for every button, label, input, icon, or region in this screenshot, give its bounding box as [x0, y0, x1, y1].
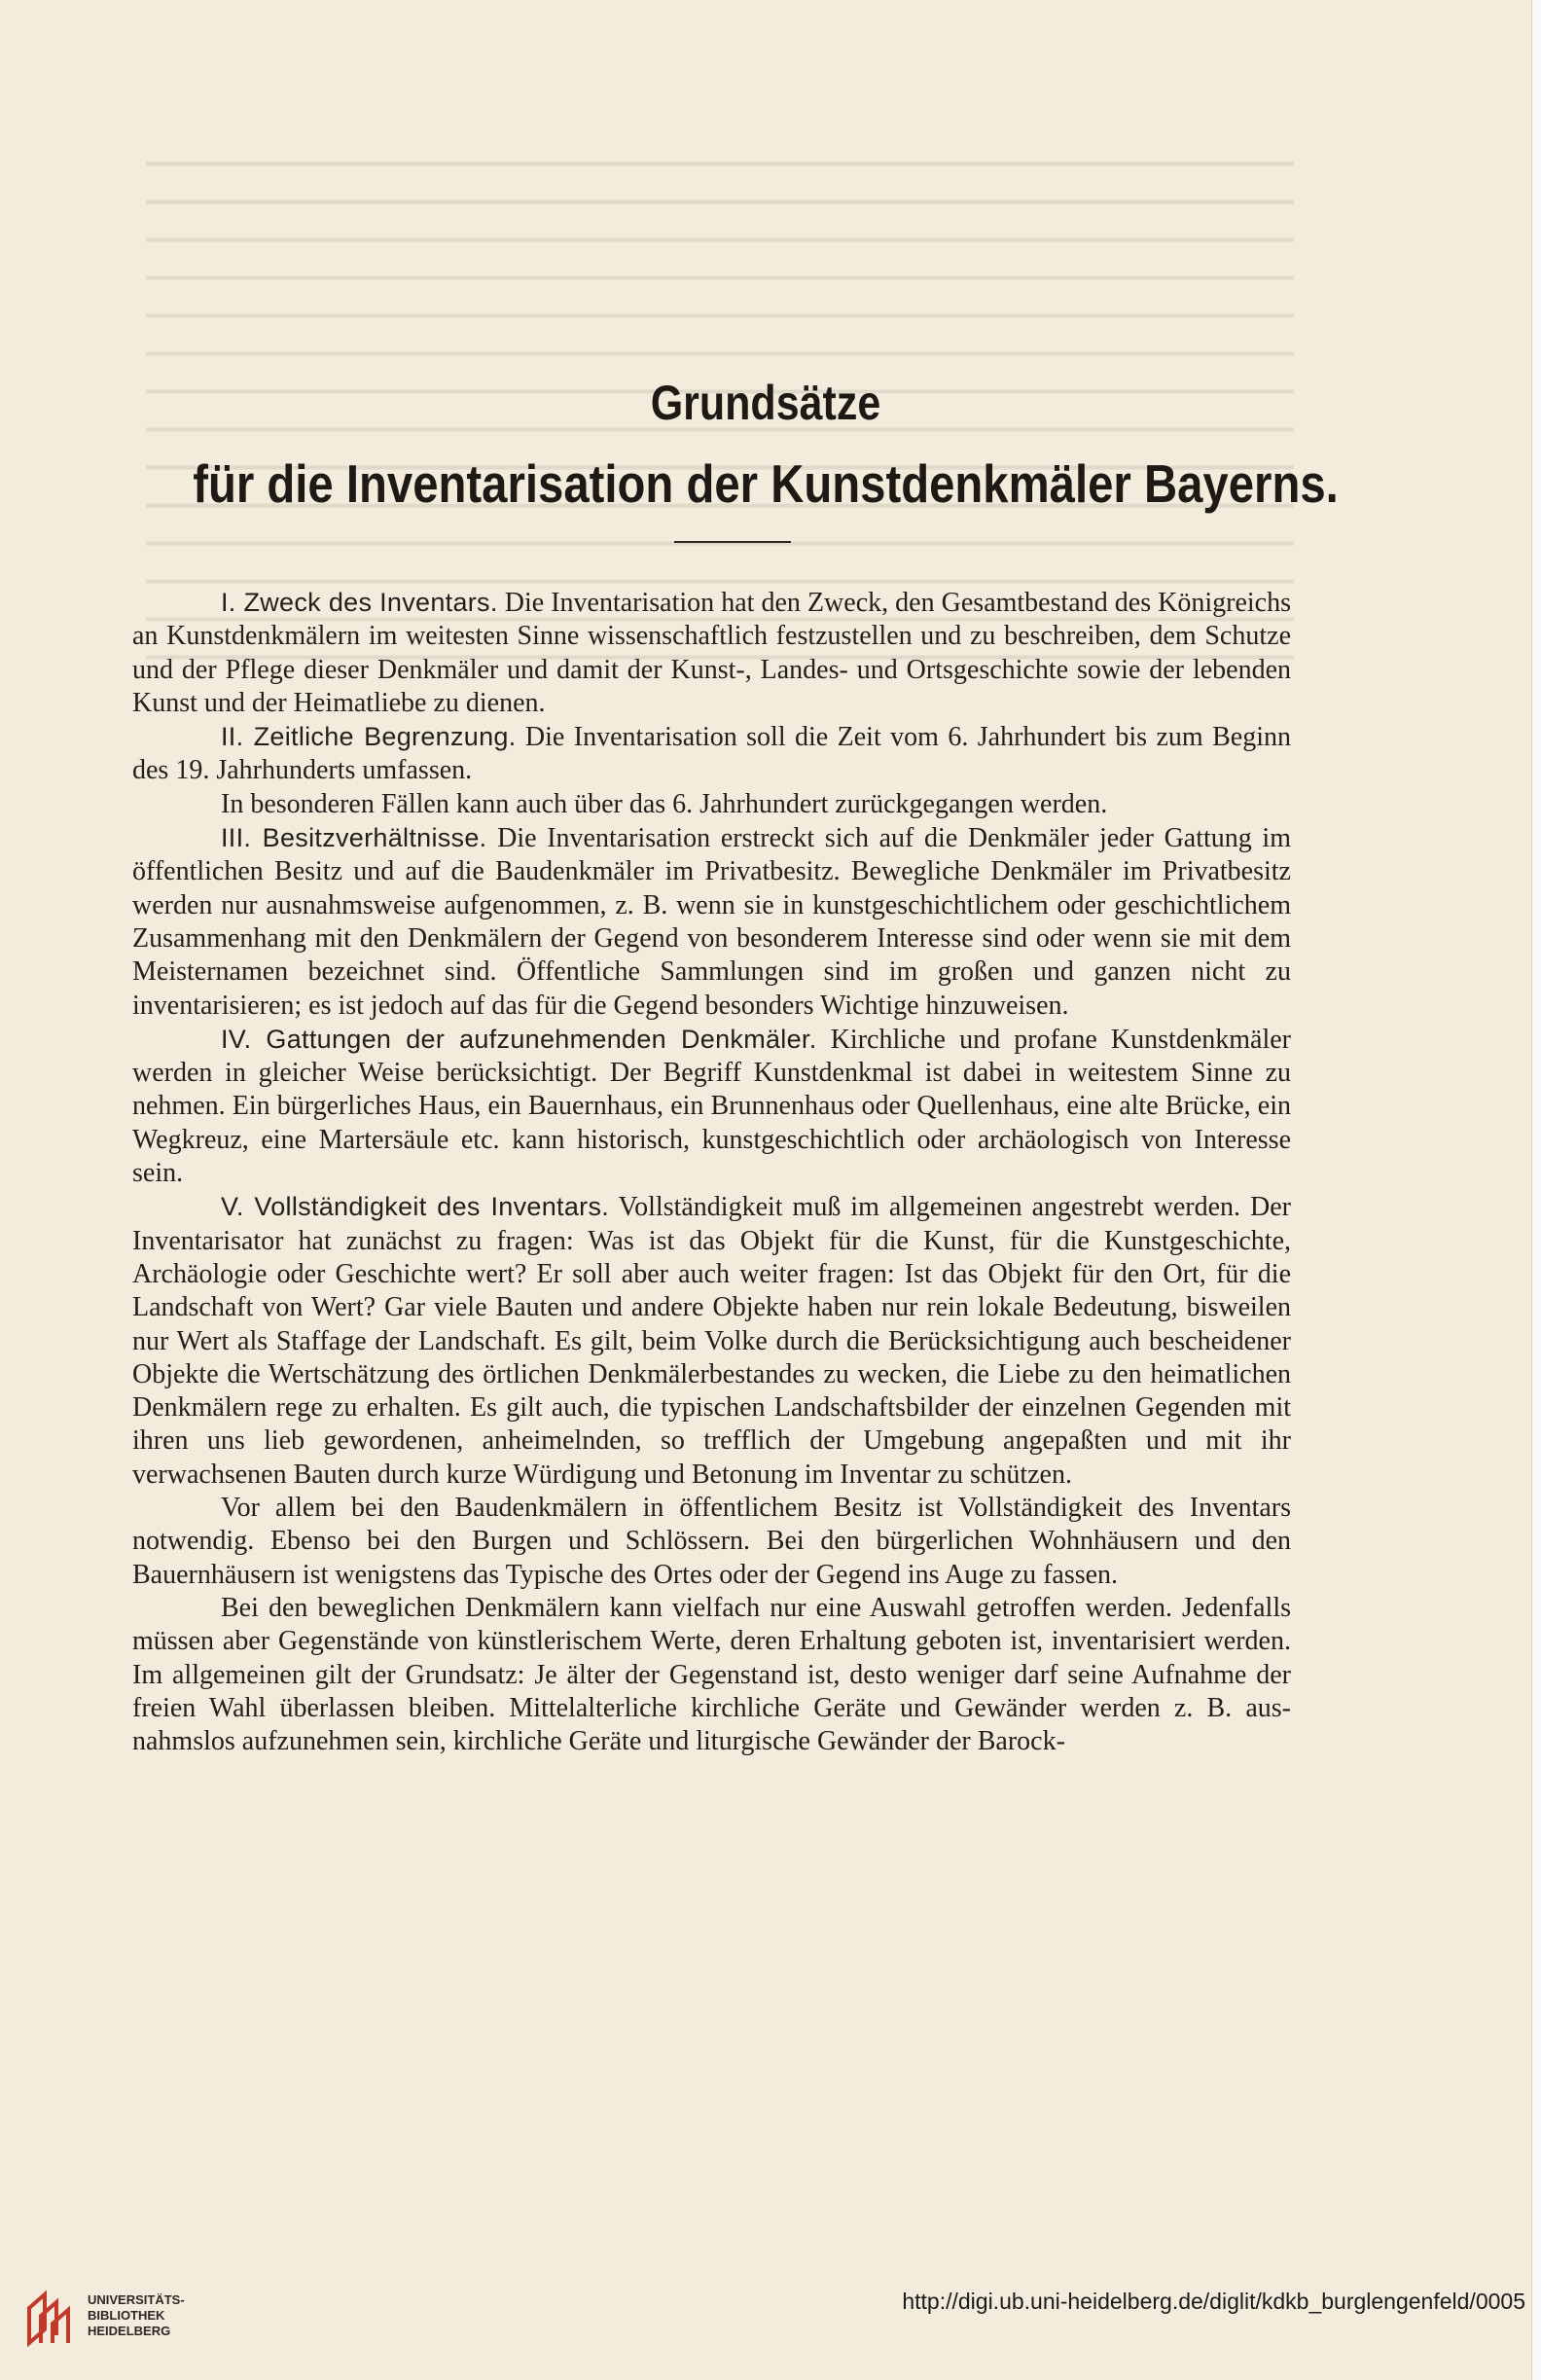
section-heading-1: I. Zweck des Inventars.: [221, 588, 498, 617]
section-heading-4: IV. Gattungen der aufzunehmenden Denkmäler.: [221, 1024, 817, 1054]
library-name-line-2: BIBLIOTHEK: [88, 2308, 165, 2323]
source-url-link[interactable]: http://digi.ub.uni-heidelberg.de/diglit/kdkb_burglengenfeld/0005: [902, 2289, 1525, 2314]
paragraph-7: [132, 1492, 1291, 1592]
paragraph-5-text: Kirchliche und profane Kunstdenkmäler werden in gleicher Weise berücksichtigt. Der Begriff Kunstdenkmal ist dabei in weitestem Sinne zu nehmen. Ein bürgerliches Haus, ein Bauernhaus, ein Brunnenhaus oder Quellenhaus, eine alte Brücke, ein Wegkreuz, eine Martersäule etc. kann historisch, kunstgeschichtlich oder archäologisch von Interesse sein.: [132, 1024, 1291, 1189]
library-logo-icon: [23, 2287, 76, 2347]
section-heading-3: III. Besitzverhältnisse.: [221, 823, 487, 853]
library-name: [88, 2292, 185, 2339]
library-name-line-1: UNIVERSITÄTS-: [88, 2292, 185, 2307]
paragraph-4: [132, 821, 1291, 1023]
paragraph-1: [132, 586, 1291, 720]
paragraph-6: [132, 1190, 1291, 1492]
section-heading-2: II. Zeitliche Begrenzung.: [221, 722, 517, 752]
footer-bar: [0, 2263, 1531, 2380]
title-line-2: für die Inventarisation der Kunstdenkmäler Bayerns.: [193, 453, 1339, 514]
paragraph-4-text: Die Inventarisation erstreckt sich auf die Denkmäler jeder Gattung im öffentlichen Besitz und auf die Baudenkmäler im Privatbesitz. Bewegliche Denkmäler im Privatbesitz werden nur ausnahmsweise aufgenommen, z. B. wenn sie in kunstgeschichtlichem oder geschichtlichem Zusammenhang mit den Denkmälern der Gegend von besonderem Interesse sind oder wenn sie mit dem Meisternamen bezeichnet sind. Öffentliche Sammlungen sind im großen und ganzen nicht zu inventarisieren; es ist jedoch auf das für die Gegend besonders Wichtige hinzuweisen.: [132, 823, 1291, 1021]
title-divider: [674, 541, 791, 543]
paragraph-7-text: Vor allem bei den Baudenkmälern in öffentlichem Besitz ist Vollständigkeit des Inventars notwendig. Ebenso bei den Burgen und Schlössern. Bei den bürgerlichen Wohnhäusern und den Bauernhäusern ist wenigstens das Typische des Ortes oder der Gegend ins Auge zu fassen.: [132, 1493, 1291, 1590]
paragraph-8: [132, 1592, 1291, 1758]
paragraph-2-text: Die Inventarisation soll die Zeit vom 6. Jahrhundert bis zum Beginn des 19. Jahrhunderts umfassen.: [132, 722, 1291, 786]
section-heading-5: V. Vollständigkeit des Inventars.: [221, 1192, 610, 1222]
library-name-line-3: HEIDELBERG: [88, 2324, 171, 2338]
body-text: [132, 586, 1291, 1758]
title-line-1: Grundsätze: [650, 376, 881, 430]
paragraph-1-text: Die Inventarisation hat den Zweck, den Gesamtbestand des Königreichs an Kunstdenkmälern im weitesten Sinne wissenschaftlich festzustellen und zu beschreiben, dem Schutze und der Pflege dieser Denkmäler und damit der Kunst-, Landes- und Ortsgeschichte sowie der lebenden Kunst und der Heimatliebe zu dienen.: [132, 588, 1291, 718]
page-edge: [1531, 0, 1541, 2380]
paragraph-3: [132, 788, 1291, 821]
paragraph-6-text: Vollständigkeit muß im allgemeinen angestrebt werden. Der Inventarisator hat zunächst zu fragen: Was ist das Objekt für die Kunst, für die Kunstgeschichte, Archäologie oder Geschichte wert? Er soll aber auch weiter fragen: Ist das Objekt für den Ort, für die Landschaft von Wert? Gar viele Bauten und andere Objekte haben nur rein lokale Bedeutung, bisweilen nur Wert als Staffage der Landschaft. Es gilt, beim Volke durch die Berücksichtigung auch bescheidener Objekte die Wertschätzung des örtlichen Denkmälerbestandes zu wecken, die Liebe zu den heimatlichen Denkmälern rege zu erhalten. Es gilt auch, die typischen Landschaftsbilder der einzelnen Gegenden mit ihren uns lieb gewordenen, anheimelnden, so trefflich der Umgebung angepaßten und mit ihr verwachsenen Bauten durch kurze Würdigung und Betonung im Inventar zu schützen.: [132, 1192, 1291, 1490]
paragraph-2: [132, 720, 1291, 788]
paragraph-5: [132, 1023, 1291, 1190]
paragraph-3-text: In besonderen Fällen kann auch über das 6. Jahrhundert zurückgegangen werden.: [221, 788, 1108, 819]
paragraph-8-text: Bei den beweglichen Denkmälern kann vielfach nur eine Auswahl getroffen werden. Jedenfalls müssen aber Gegenstände von künstlerischem Werte, deren Erhaltung geboten ist, inventarisiert werden. Im allgemeinen gilt der Grundsatz: Je älter der Gegenstand ist, desto weniger darf seine Aufnahme der freien Wahl überlassen bleiben. Mittelalterliche kirchliche Geräte und Gewänder werden z. B. ausnahmslos aufzunehmen sein, kirchliche Geräte und liturgische Gewänder der Barock-: [132, 1592, 1291, 1757]
